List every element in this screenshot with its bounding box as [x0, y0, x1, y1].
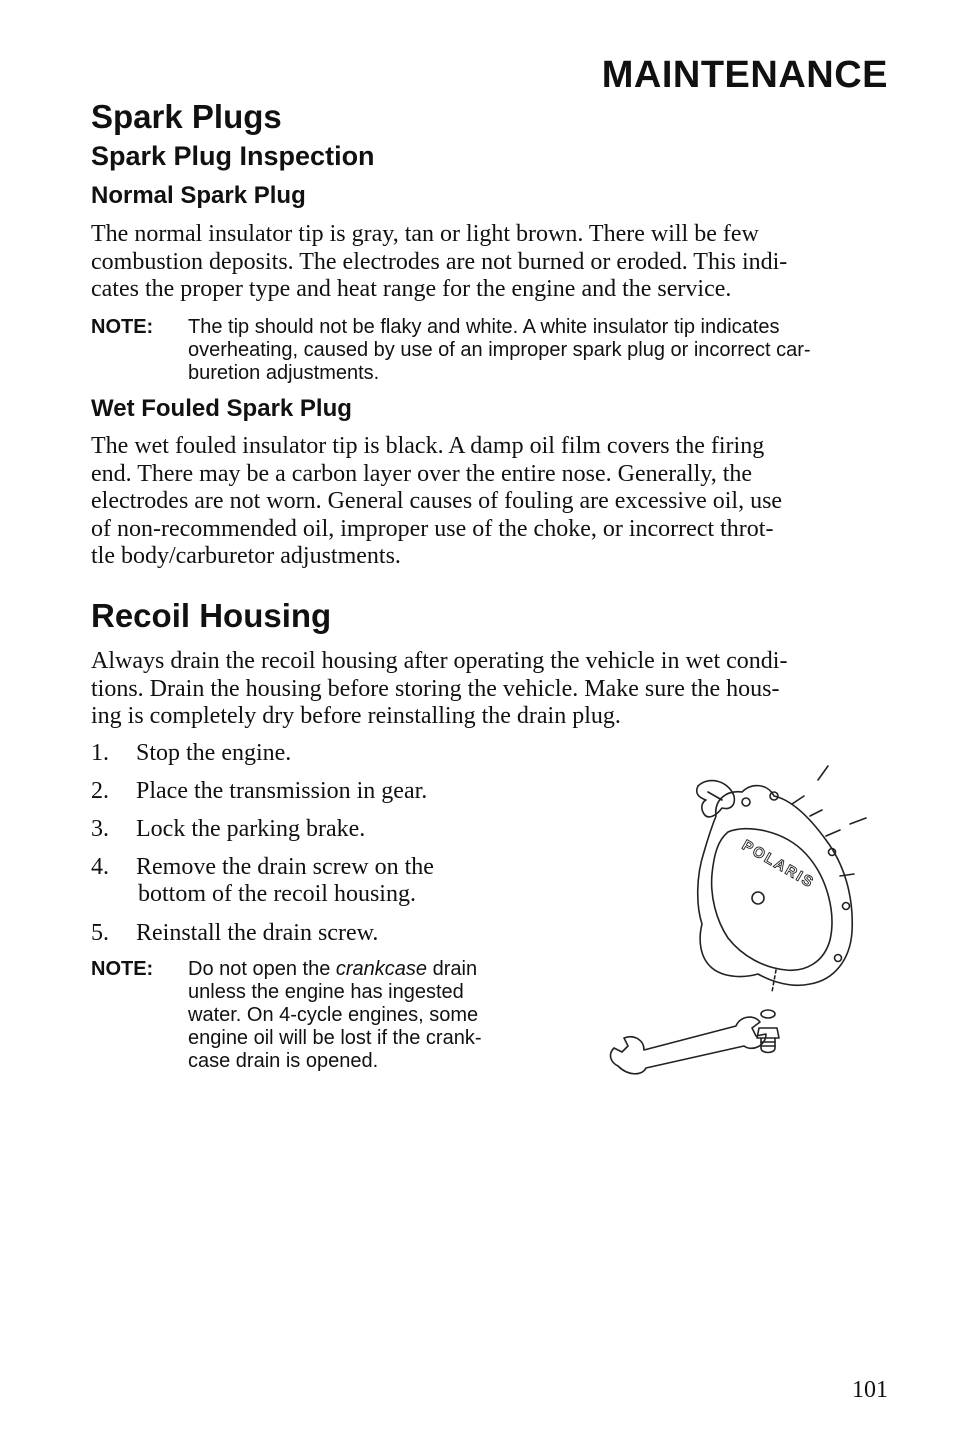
note-label: NOTE:: [91, 316, 154, 338]
step-number: 2.: [91, 778, 109, 804]
step-text: Place the transmission in gear.: [136, 778, 428, 804]
spark-plugs-title: Spark Plugs: [91, 98, 282, 135]
note-text: drain: [427, 958, 478, 980]
normal-spark-plug-heading: Normal Spark Plug: [91, 182, 306, 209]
note-text: Do not open the: [188, 958, 336, 980]
paragraph-line: The normal insulator tip is gray, tan or light brown. There will be few: [91, 221, 759, 247]
recoil-housing-paragraph: [91, 648, 891, 731]
bolt-icon: [843, 903, 850, 910]
note-label: NOTE:: [91, 958, 154, 980]
step-number: 3.: [91, 816, 109, 842]
step-text: Lock the parking brake.: [136, 816, 366, 842]
paragraph-line: tions. Drain the housing before storing the vehicle. Make sure the hous-: [91, 675, 780, 702]
recoil-housing-illustration: [596, 756, 876, 1096]
note-line: The tip should not be flaky and white. A white insulator tip indicates: [188, 316, 780, 338]
note-line: [188, 958, 481, 981]
note-body: [188, 316, 811, 385]
step-text: Remove the drain screw on the: [136, 854, 434, 880]
washer-icon: [761, 1010, 775, 1018]
leader-lines: [818, 766, 866, 824]
step-text: bottom of the recoil housing.: [138, 881, 416, 907]
paragraph-line: end. There may be a carbon layer over the entire nose. Generally, the: [91, 460, 753, 487]
note-line: engine oil will be lost if the crank-: [188, 1027, 482, 1049]
wet-fouled-paragraph: [91, 433, 891, 571]
hub-icon: [752, 892, 764, 904]
paragraph-line: tle body/carburetor adjustments.: [91, 543, 401, 569]
note-line: unless the engine has ingested: [188, 981, 464, 1003]
bolt-icon: [835, 955, 842, 962]
paragraph-line: cates the proper type and heat range for the engine and the service.: [91, 276, 732, 302]
section-header: MAINTENANCE: [601, 54, 888, 96]
step-number: 5.: [91, 920, 109, 946]
wet-fouled-spark-plug-heading: Wet Fouled Spark Plug: [91, 395, 352, 422]
paragraph-line: combustion deposits. The electrodes are not burned or eroded. This indi-: [91, 248, 788, 275]
page-number: 101: [852, 1377, 888, 1403]
note-line: overheating, caused by use of an improper spark plug or incorrect car-: [188, 339, 811, 361]
note-emphasis: crankcase: [335, 958, 428, 980]
recoil-housing-title: Recoil Housing: [91, 597, 332, 634]
normal-spark-plug-paragraph: [91, 221, 891, 304]
paragraph-line: electrodes are not worn. General causes of fouling are excessive oil, use: [91, 488, 783, 514]
note-line: buretion adjustments.: [188, 362, 380, 384]
drain-screw-icon: [757, 1028, 779, 1038]
spark-plug-inspection-subtitle: Spark Plug Inspection: [91, 141, 375, 171]
paragraph-line: The wet fouled insulator tip is black. A damp oil film covers the firing: [91, 433, 765, 459]
housing-body-outline: [698, 786, 853, 986]
paragraph-line: ing is completely dry before reinstalling the drain plug.: [91, 703, 621, 729]
note-body: [188, 958, 481, 1073]
paragraph-line: Always drain the recoil housing after operating the vehicle in wet condi-: [91, 648, 788, 674]
paragraph-line: of non-recommended oil, improper use of the choke, or incorrect throt-: [91, 515, 774, 542]
note-line: water. On 4-cycle engines, some: [188, 1004, 479, 1026]
wrench-icon: [611, 1017, 766, 1074]
logo-text: POLARIS: [739, 836, 818, 892]
handle-detail: [708, 792, 722, 800]
step-number: 4.: [91, 854, 109, 880]
bolt-icon: [742, 798, 750, 806]
step-text: Reinstall the drain screw.: [136, 920, 379, 946]
note-line: case drain is opened.: [188, 1050, 379, 1072]
recoil-housing-drawing: [596, 756, 876, 1096]
step-text: Stop the engine.: [136, 740, 292, 766]
step-number: 1.: [91, 740, 109, 766]
